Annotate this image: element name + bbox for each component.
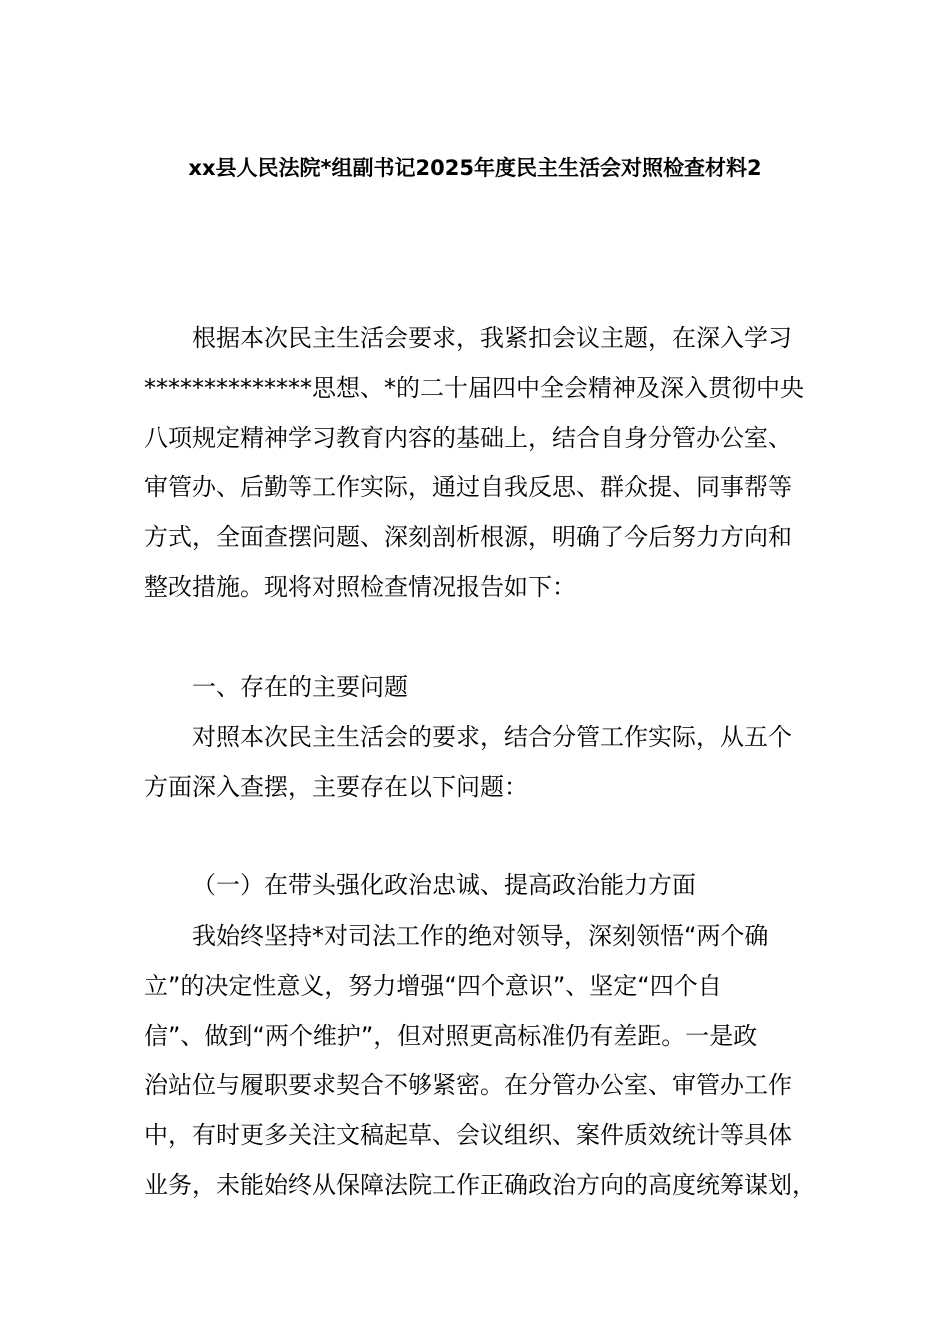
paragraph-line: 治站位与履职要求契合不够紧密。在分管办公室、审管办工作 — [144, 1071, 792, 1100]
paragraph-line: 方式，全面查摆问题、深刻剖析根源，明确了今后努力方向和 — [144, 523, 792, 552]
intro-paragraph — [144, 314, 814, 613]
paragraph-line: 立”的决定性意义，努力增强“四个意识”、坚定“四个自 — [144, 971, 722, 1000]
section-heading-text: 一、存在的主要问题 — [192, 673, 408, 701]
subsection-heading-text: （一）在带头强化政治忠诚、提高政治能力方面 — [192, 871, 696, 899]
paragraph-line: 我始终坚持*对司法工作的绝对领导，深刻领悟“两个确 — [192, 922, 769, 950]
paragraph-line: 根据本次民主生活会要求，我紧扣会议主题，在深入学习 — [192, 324, 792, 352]
subsection-heading — [144, 861, 814, 911]
paragraph-line: **************思想、*的二十届四中全会精神及深入贯彻中央 — [144, 373, 804, 402]
document-title: xx县人民法院*组副书记2025年度民主生活会对照检查材料2 — [188, 156, 762, 180]
paragraph-line: 整改措施。现将对照检查情况报告如下： — [144, 572, 576, 601]
section-heading — [144, 663, 814, 713]
paragraph-line: 对照本次民主生活会的要求，结合分管工作实际，从五个 — [192, 723, 792, 751]
subsection-paragraph — [144, 912, 814, 1211]
paragraph-line: 业务，未能始终从保障法院工作正确政治方向的高度统筹谋划， — [144, 1170, 816, 1199]
paragraph-line: 中，有时更多关注文稿起草、会议组织、案件质效统计等具体 — [144, 1121, 792, 1150]
section-paragraph — [144, 713, 814, 813]
paragraph-line: 八项规定精神学习教育内容的基础上，结合自身分管办公室、 — [144, 423, 792, 452]
paragraph-line: 审管办、后勤等工作实际，通过自我反思、群众提、同事帮等 — [144, 473, 792, 502]
paragraph-line: 方面深入查摆，主要存在以下问题： — [144, 772, 528, 801]
paragraph-line: 信”、做到“两个维护”，但对照更高标准仍有差距。一是政 — [144, 1021, 758, 1050]
